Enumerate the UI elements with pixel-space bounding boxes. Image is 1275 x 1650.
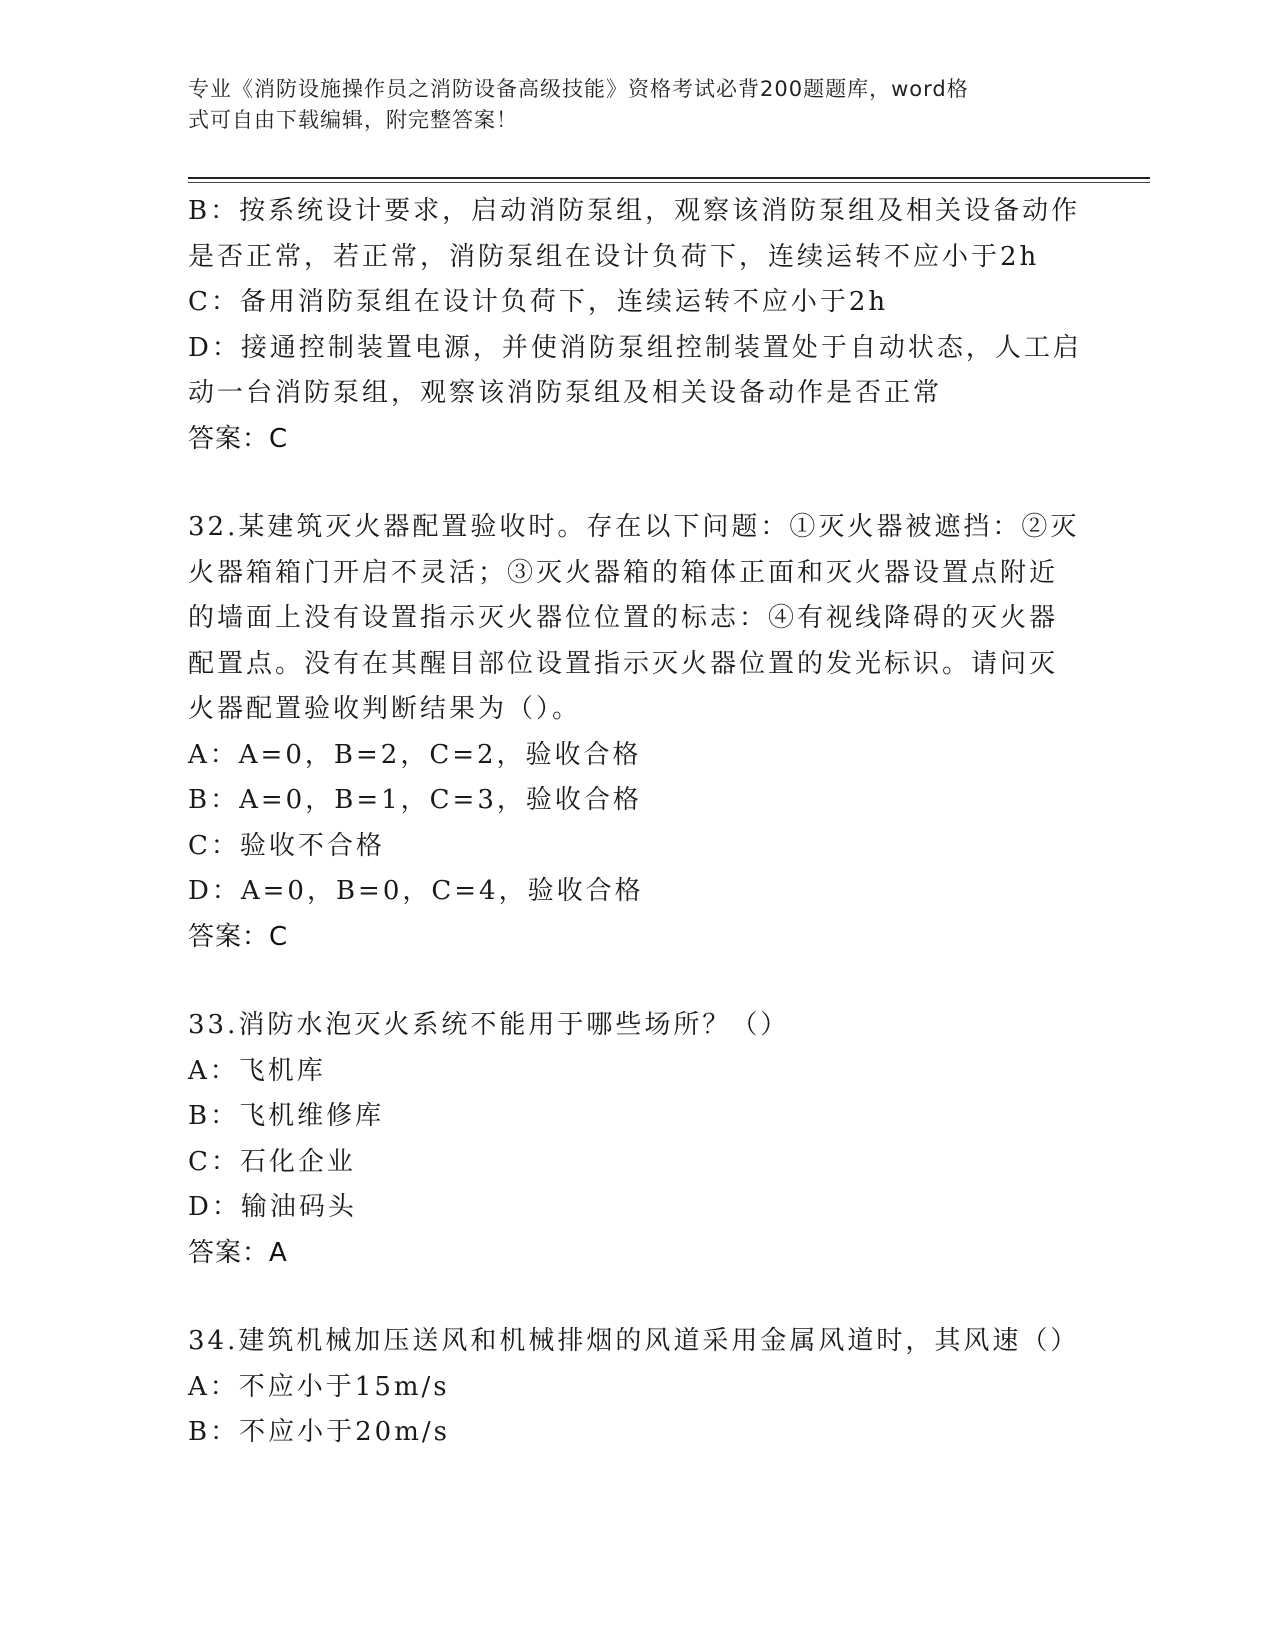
answer-line: 答案：C [188, 921, 289, 952]
question-spacer [188, 960, 1088, 1003]
option-c: C：石化企业 [188, 1146, 356, 1177]
option-b: B：飞机维修库 [188, 1101, 385, 1131]
question-stem-line-5: 火器配置验收判断结果为（）。 [188, 694, 582, 724]
question-34 [188, 1319, 1088, 1456]
header-line-2: 式可自由下载编辑，附完整答案！ [188, 108, 518, 132]
question-33 [188, 1003, 1088, 1276]
header-rule-thick [188, 177, 1150, 179]
question-stem-line-1: 34.建筑机械加压送风和机械排烟的风道采用金属风道时，其风速（） [188, 1326, 1080, 1356]
option-a: A：不应小于15m/s [188, 1371, 450, 1402]
document-body [188, 189, 1088, 1456]
option-c: C：验收不合格 [188, 830, 385, 861]
option-c: C：备用消防泵组在设计负荷下，连续运转不应小于2h [188, 287, 889, 317]
option-b-line-2: 是否正常，若正常，消防泵组在设计负荷下，连续运转不应小于2h [188, 241, 1040, 272]
option-d: D：输油码头 [188, 1192, 357, 1222]
option-b-line-1: B：按系统设计要求，启动消防泵组，观察该消防泵组及相关设备动作 [188, 196, 1081, 226]
option-d: D：A=0，B=0，C=4，验收合格 [188, 876, 644, 906]
question-stem-line-3: 的墙面上没有设置指示灭火器位位置的标志：④有视线降碍的灭火器 [188, 603, 1059, 633]
option-b: B：A=0，B=1，C=3，验收合格 [188, 785, 642, 815]
question-spacer [188, 462, 1088, 505]
question-32 [188, 505, 1088, 960]
question-stem-line-1: 33.消防水泡灭火系统不能用于哪些场所？（） [188, 1010, 790, 1040]
question-spacer [188, 1276, 1088, 1319]
question-stem-line-2: 火器箱箱门开启不灵活；③灭火器箱的箱体正面和灭火器设置点附近 [188, 557, 1059, 588]
option-a: A：A=0，B=2，C=2，验收合格 [188, 739, 642, 770]
option-d-line-1: D：接通控制装置电源，并使消防泵组控制装置处于自动状态，人工启 [188, 332, 1082, 363]
answer-line: 答案：C [188, 423, 289, 454]
question-stem-line-1: 32.某建筑灭火器配置验收时。存在以下问题：①灭火器被遮挡：②灭 [188, 512, 1080, 542]
question-31 [188, 189, 1088, 462]
question-stem-line-4: 配置点。没有在其醒目部位设置指示灭火器位置的发光标识。请问灭 [188, 648, 1059, 679]
option-a: A：飞机库 [188, 1055, 326, 1086]
header-rule-thin [188, 182, 1150, 183]
header-line-1: 专业《消防设施操作员之消防设备高级技能》资格考试必背200题题库，word格 [188, 77, 969, 101]
option-d-line-2: 动一台消防泵组，观察该消防泵组及相关设备动作是否正常 [188, 378, 943, 408]
page-header [188, 74, 1068, 136]
option-b: B：不应小于20m/s [188, 1417, 450, 1447]
answer-line: 答案：A [188, 1237, 288, 1268]
